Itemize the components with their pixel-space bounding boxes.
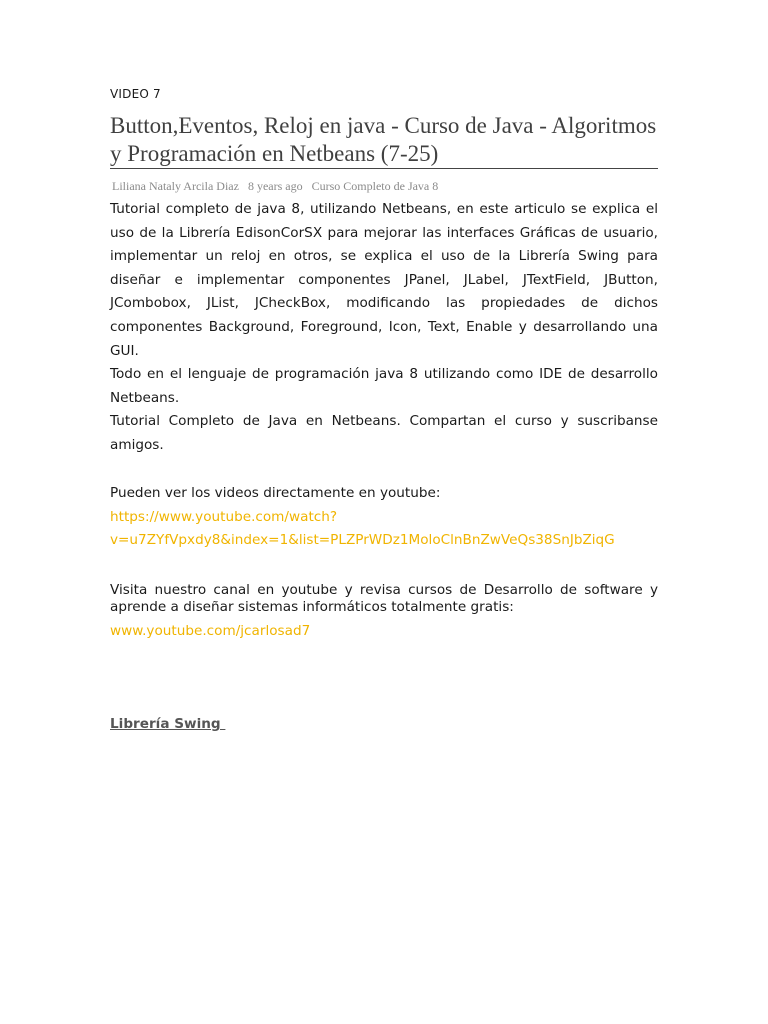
title-divider (110, 168, 658, 169)
youtube-playlist-link[interactable] (110, 509, 615, 549)
channel-section (110, 582, 658, 641)
article-title: Button,Eventos, Reloj en java - Curso de Java - Algoritmos y Programación en Netbeans (7-25) (110, 113, 657, 166)
author-name: Liliana Nataly Arcila Diaz (112, 179, 239, 193)
channel-text: Visita nuestro canal en youtube y revisa cursos de Desarrollo de software y aprende a diseñar sistemas informáticos totalmente gratis: (110, 582, 658, 615)
post-age: 8 years ago (247, 179, 303, 193)
section-heading-libreria-swing: Librería Swing (110, 716, 226, 732)
channel-link[interactable]: www.youtube.com/jcarlosad7 (110, 623, 311, 639)
article-body (110, 198, 658, 458)
post-category: Curso Completo de Java 8 (311, 179, 439, 193)
body-paragraph: Tutorial completo de java 8, utilizando Netbeans, en este articulo se explica el uso de la Librería EdisonCorSX para mejorar las interfaces Gráficas de usuario, implementar un reloj en otros, se explica el uso de la Librería Swing para diseñar e implementar componentes JPanel, JLabel, JTextField, JButton, JCombobox, JList, JCheckBox, modificando las propiedades de dichos componentes Background, Foreground, Icon, Text, Enable y desarrollando una GUI. (110, 201, 658, 359)
youtube-intro: Pueden ver los videos directamente en youtube: (110, 485, 441, 501)
article-meta (112, 179, 444, 194)
body-paragraph: Todo en el lenguaje de programación java 8 utilizando como IDE de desarrollo Netbeans. (110, 366, 658, 406)
body-paragraph: Tutorial Completo de Java en Netbeans. Compartan el curso y suscribanse amigos. (110, 413, 658, 453)
youtube-section (110, 482, 658, 553)
youtube-link-line-2: v=u7ZYfVpxdy8&index=1&list=PLZPrWDz1MoloClnBnZwVeQs38SnJbZiqG (110, 532, 615, 549)
youtube-link-line-1: https://www.youtube.com/watch? (110, 508, 338, 525)
video-label: VIDEO 7 (110, 87, 161, 101)
